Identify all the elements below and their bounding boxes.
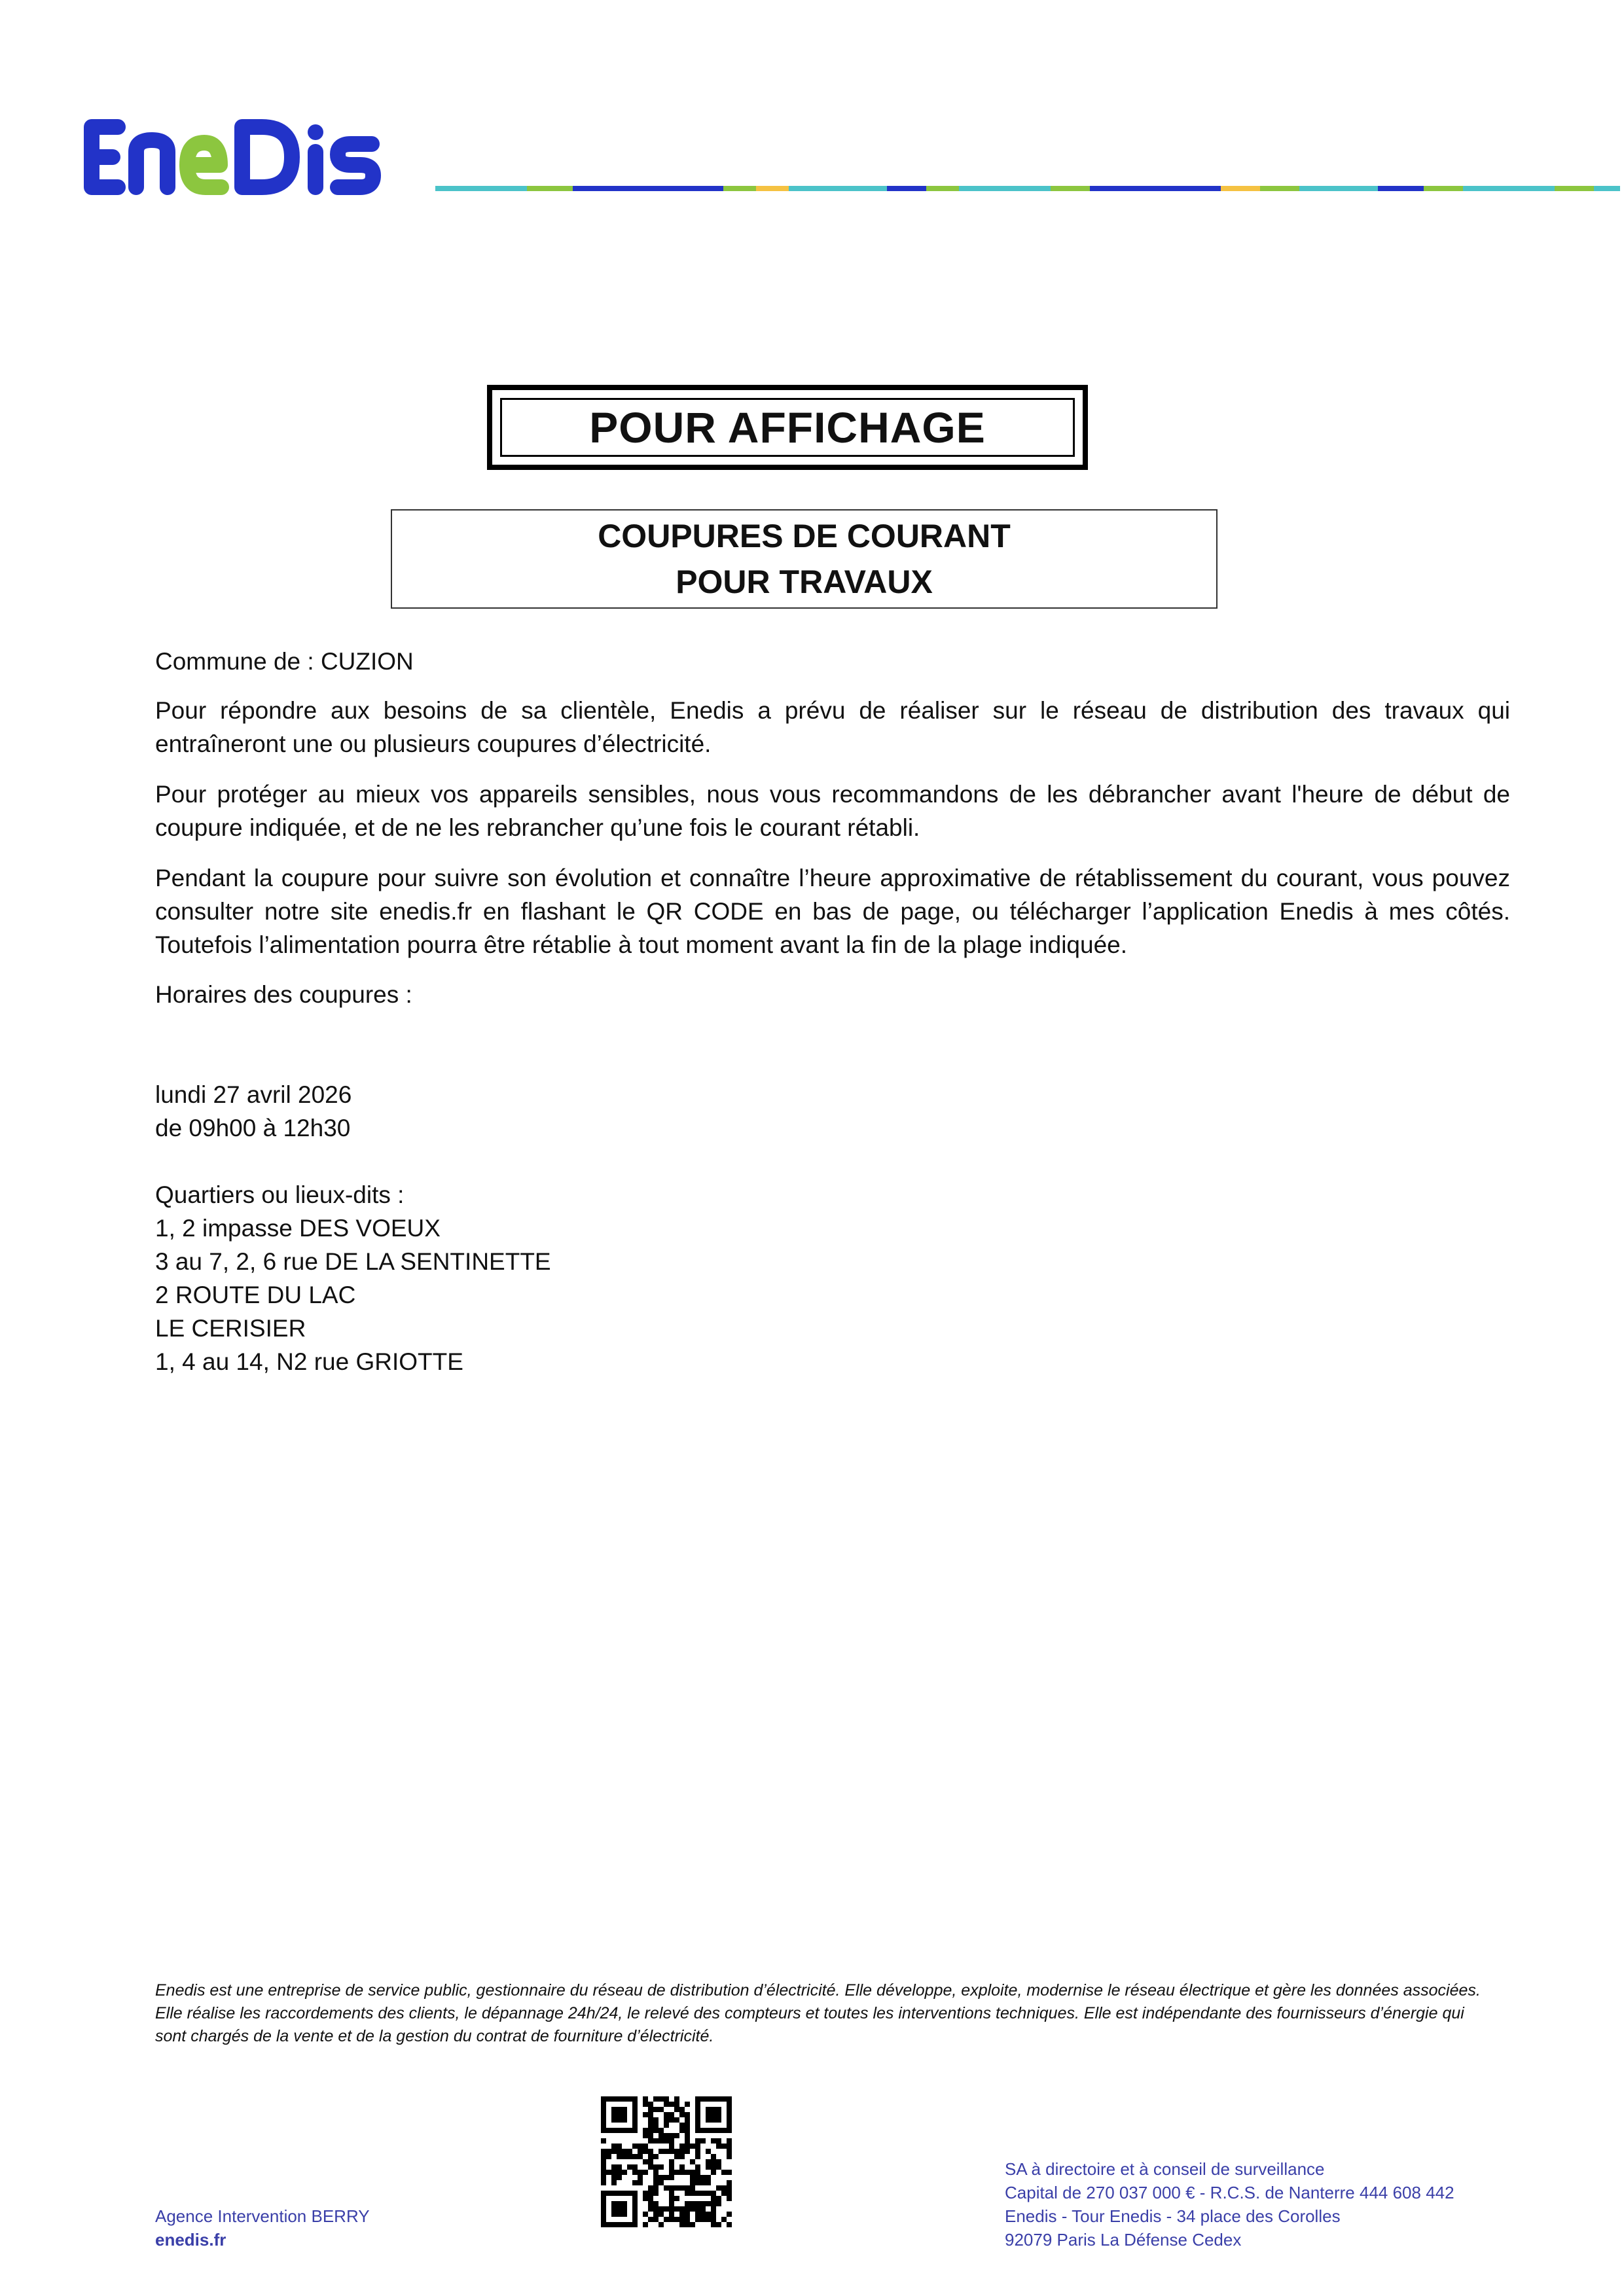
places-block — [155, 1178, 1510, 1378]
legal-notice: Enedis est une entreprise de service public, gestionnaire du réseau de distribution d’électricité. Elle développe, exploite, modernise le réseau électrique et gère les données associées. Elle réalise les raccordements des clients, le dépannage 24h/24, le relevé des compteurs et toutes les interventions techniques. Elle est indépendante des fournisseurs d’énergie qui sont chargés de la vente et de la gestion du contrat de fourniture d’électricité. — [155, 1981, 1481, 2045]
company-info — [1005, 2157, 1454, 2251]
paragraph-3: Pendant la coupure pour suivre son évolution et connaître l’heure approximative de rétablissement du courant, vous pouvez consulter notre site enedis.fr en flashant le QR CODE en bas de page, ou télécharger l’application Enedis à mes côtés. Toutefois l’alimentation pourra être rétablie à tout moment avant la fin de la plage indiquée. — [155, 865, 1510, 958]
company-line: 92079 Paris La Défense Cedex — [1005, 2230, 1242, 2250]
subtitle-line-1: COUPURES DE COURANT — [598, 518, 1011, 554]
schedule-date: lundi 27 avril 2026 — [155, 1081, 352, 1108]
company-line: Enedis - Tour Enedis - 34 place des Corolles — [1005, 2206, 1341, 2226]
paragraph-1: Pour répondre aux besoins de sa clientèle, Enedis a prévu de réaliser sur le réseau de distribution des travaux qui entraîneront une ou plusieurs coupures d’électricité. — [155, 697, 1510, 757]
company-line: SA à directoire et à conseil de surveillance — [1005, 2159, 1325, 2179]
company-line: Capital de 270 037 000 € - R.C.S. de Nanterre 444 608 442 — [1005, 2183, 1454, 2202]
qr-code[interactable] — [601, 2096, 732, 2227]
places-label: Quartiers ou lieux-dits : — [155, 1181, 405, 1208]
website-link[interactable]: enedis.fr — [155, 2230, 226, 2250]
paragraph-2: Pour protéger au mieux vos appareils sensibles, nous vous recommandons de les débrancher avant l'heure de début de coupure indiquée, et de ne les rebrancher qu’une fois le courant rétabli. — [155, 781, 1510, 841]
subtitle-line-2: POUR TRAVAUX — [676, 564, 933, 600]
schedule-block — [155, 1078, 1510, 1145]
place-item: LE CERISIER — [155, 1315, 306, 1342]
place-item: 2 ROUTE DU LAC — [155, 1282, 356, 1308]
place-item: 3 au 7, 2, 6 rue DE LA SENTINETTE — [155, 1248, 551, 1275]
agency-name: Agence Intervention BERRY — [155, 2206, 370, 2226]
brand-color-line — [435, 186, 1620, 191]
schedule-time: de 09h00 à 12h30 — [155, 1115, 351, 1141]
subtitle-box — [391, 509, 1218, 609]
notice-title: POUR AFFICHAGE — [500, 398, 1075, 457]
title-box — [487, 385, 1088, 470]
agency-block — [155, 2204, 370, 2251]
commune-line: Commune de : CUZION — [155, 648, 414, 675]
schedule-label: Horaires des coupures : — [155, 981, 412, 1008]
place-item: 1, 2 impasse DES VOEUX — [155, 1215, 441, 1242]
place-item: 1, 4 au 14, N2 rue GRIOTTE — [155, 1348, 463, 1375]
enedis-logo — [79, 118, 425, 196]
